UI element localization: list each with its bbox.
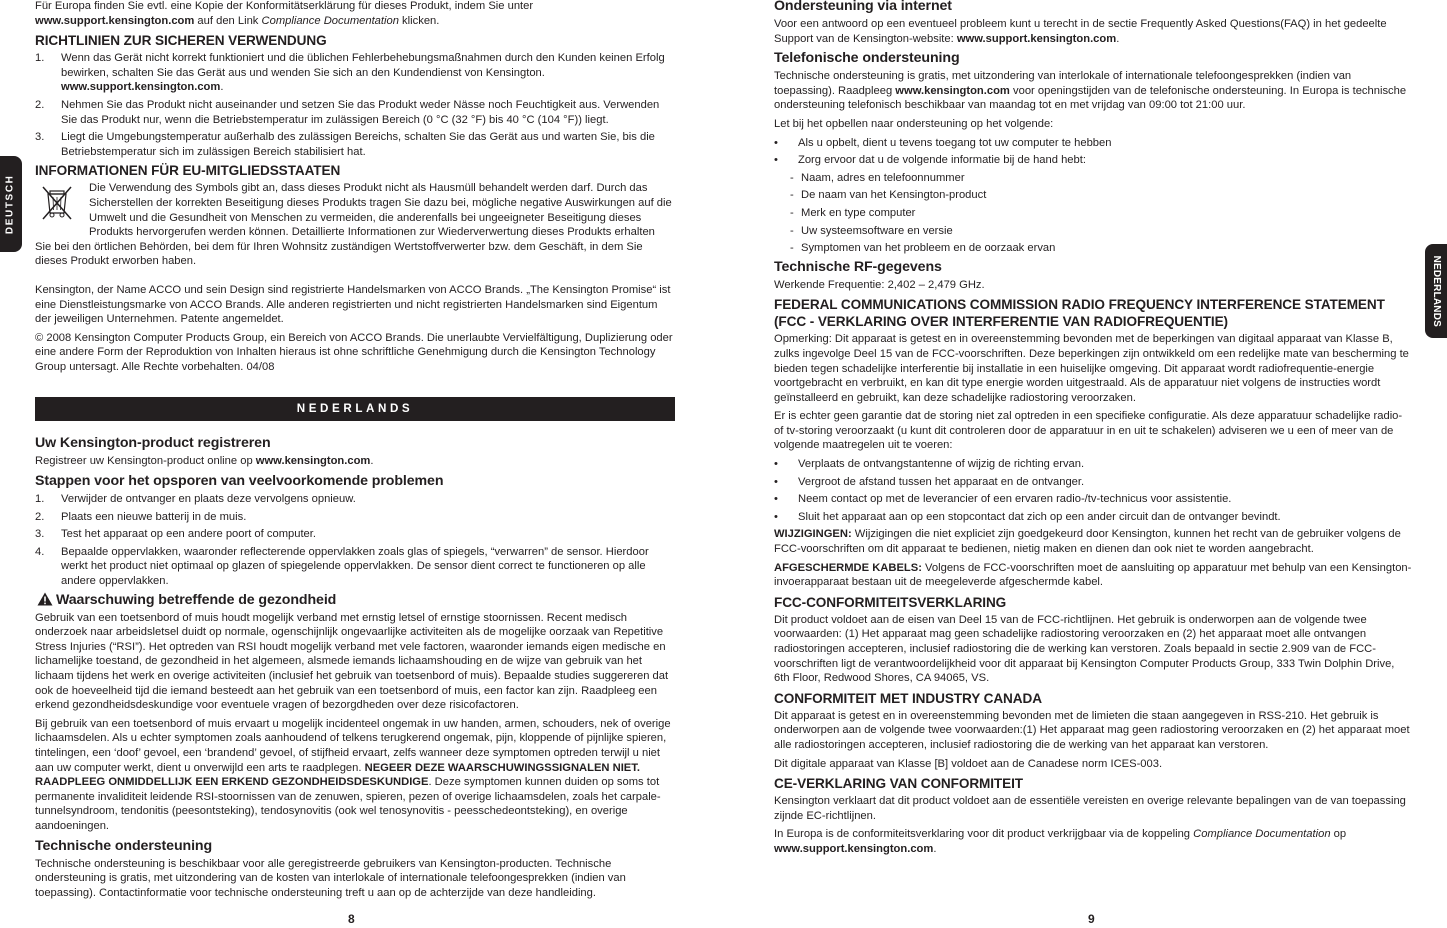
list-item: - De naam van het Kensington-product (790, 189, 987, 202)
safety-heading: RICHTLINIEN ZUR SICHEREN VERWENDUNG (35, 33, 327, 49)
list-item: - Merk en type computer (790, 206, 916, 219)
crossed-bin-icon (37, 183, 77, 221)
internet-support-heading: Ondersteuning via internet (774, 0, 952, 14)
page-number-left: 8 (348, 912, 355, 926)
list-item: • Als u opbelt, dient u tevens toegang tot uw computer te hebben (774, 136, 1112, 149)
list-item: • Neem contact op met de leverancier of een ervaren radio-/tv-technicus voor assistentie. (774, 493, 1232, 506)
tech-support-heading: Technische ondersteuning (35, 837, 213, 854)
troubleshooting-list (35, 492, 675, 589)
eu-heading: INFORMATIONEN FÜR EU-MITGLIEDSSTAATEN (35, 163, 341, 179)
ce-text-1: Kensington verklaart dat dit product voldoet aan de essentiële vereisten en overige relevante bepalingen van de van toepassing zijnde EC-richtlijnen. (774, 795, 1406, 822)
list-item: 2. Plaats een nieuwe batterij in de muis. (35, 510, 247, 523)
eu-text-rest: Sie bei den örtlichen Behörden, bei dem für Ihren Wohnsitz zuständigen Wertstoffverwerter bzw. dem Geschäft, in dem Sie dieses Produkt erworben haben. (35, 240, 643, 268)
list-item: • Verplaats de ontvangstantenne of wijzig de richting ervan. (774, 458, 1085, 471)
rf-heading: Technische RF-gegevens (774, 258, 942, 275)
copyright-text: © 2008 Kensington Computer Products Group, ein Bereich von ACCO Brands. Die unerlaubte Vervielfältigung, Duplizierung oder eine andere Form der Reproduktion von Inhalten hieraus ist ohne schriftliche Genehmigung durch die Kensington Technology Group untersagt. Alle Rechte vorbehalten. 04/08 (35, 331, 673, 373)
phone-support-text: Technische ondersteuning is gratis, met uitzondering van interlokale of internationale telefoongesprekken (indien van toepassing). Raadpleeg www.kensington.com voor openingstijden van de telefonische ondersteuning. In Europa is technische ondersteuning telefonisch beschikbaar van maandag tot en met vrijdag van 09:00 tot 21:00 uur. (774, 70, 1407, 112)
right-page (774, 0, 1412, 861)
eu-text: Die Verwendung des Symbols gibt an, dass dieses Produkt nicht als Hausmüll behandelt werden darf. Durch das Sicherstellen der korrekten Beseitigung dieses Produkts tragen Sie dazu bei, mögliche negative Auswirkungen auf die Umwelt und die Gesundheit von Menschen zu vermeiden, die anderenfalls bei ungeeigneter Beseitigung dieses Produkts hervorgerufen werden können. Detaillierte Informationen zur Wiederverwertung dieses Produkts erhalten (89, 182, 672, 239)
list-item: 1. Verwijder de ontvanger en plaats deze vervolgens opnieuw. (35, 493, 356, 506)
section-banner: NEDERLANDS (35, 397, 675, 421)
language-tab-nederlands: NEDERLANDS (1425, 244, 1447, 338)
list-item: 4. Bepaalde oppervlakken, waaronder reflecterende oppervlakken zoals glas of spiegels, “verwarren” de sensor. Hierdoor werkt het product niet optimaal op glazen of spiegelende oppervlakken. De sensor dient correct te functioneren op alle andere oppervlakken. (35, 545, 649, 588)
fcc-text-2: Er is echter geen garantie dat de storing niet zal optreden in een specifieke configuratie. Als deze apparatuur schadelijke radio- of tv-storing veroorzaakt (u kunt dit controleren door de apparatuur in en uit te schakelen) adviseren we u een of meer van de volgende maatregelen uit te voeren: (774, 410, 1403, 452)
health-text-1: Gebruik van een toetsenbord of muis houdt mogelijk verband met ernstig letsel of ernstige stoornissen. Recent medisch onderzoek naar arbeidsletsel duidt op normale, ogenschijnlijk ongevaarlijke activiteiten als de mogelijke oorzaak van Repetitive Stress Injuries (“RSI”). Het optreden van RSI houdt mogelijk verband met vele factoren, waaronder iemands eigen medische en lichamelijke toestand, de gezondheid in het algemeen, alsmede iemands lichaamshouding en de wijze van gebruik van het lichaam tijdens het werk en overige activiteiten (inclusief het gebruik van toetsenbord of muis). Bepaalde studies suggereren dat ook de hoeveelheid tijd die iemand besteedt aan het gebruik van een toetsenbord of muis, een factor kan zijn. Raadpleeg een erkend gezondheidsdeskundige voor eventuele vragen of bezorgdheden over deze risicofactoren. (35, 611, 669, 712)
fcc-conformity-heading: FCC-CONFORMITEITSVERKLARING (774, 594, 1007, 610)
tech-support-text: Technische ondersteuning is beschikbaar voor alle geregistreerde gebruikers van Kensington-producten. Technische ondersteuning is gratis, met uitzondering van de kosten van interlokale of internationale telefoongesprekken (indien van toepassing). Contactinformatie voor technische ondersteuning treft u aan op de achterzijde van deze handleiding. (35, 857, 626, 899)
list-item: • Vergroot de afstand tussen het apparaat en de ontvanger. (774, 475, 1085, 488)
phone-support-heading: Telefonische ondersteuning (774, 50, 960, 67)
phone-support-note: Let bij het opbellen naar ondersteuning op het volgende: (774, 117, 1054, 130)
list-item: - Symptomen van het probleem en de oorzaak ervan (790, 242, 1056, 255)
page-number-right: 9 (1088, 912, 1095, 926)
health-text-2: Bij gebruik van een toetsenbord of muis ervaart u mogelijk incidenteel ongemak in uw handen, armen, schouders, nek of overige lichaamsdelen. Als u echter symptomen zoals aanhoudend of telkens terugkerend ongemak, pijn, kloppende of pijnlijke spieren, tintelingen, een ‘doof’ gevoel, een ‘brandend’ gevoel, of stijfheid ervaart, zelfs wanneer deze symptomen optreden terwijl u niet aan uw computer werkt, dient u onverwijld een arts te raadplegen. NEGEER DEZE WAARSCHUWINGSSIGNALEN NIET. RAADPLEEG ONMIDDELLIJK EEN ERKEND GEZONDHEIDSDESKUNDIGE. Deze symptomen kunnen duiden op soms tot permanente invaliditeit leidende RSI-stoornissen van de zenuwen, spieren, pezen of overige lichaamsdelen, zoals het carpale-tunnelsyndroom, tendonitis (peesontsteking), tendosynovitis (ook wel tenosynovitis - peesschedeontsteking), en overige aandoeningen. (35, 717, 671, 832)
warning-icon (37, 592, 53, 606)
changes-text: WIJZIGINGEN: Wijzigingen die niet expliciet zijn goedgekeurd door Kensington, kunnen het recht van de gebruiker volgens de FCC-voorschriften om dit apparaat te bedienen, nietig maken en dienen dan ook niet te worden aangebracht. (774, 528, 1401, 556)
phone-support-list (774, 136, 1412, 168)
fcc-heading: FEDERAL COMMUNICATIONS COMMISSION RADIO FREQUENCY INTERFERENCE STATEMENT (FCC - VERKLARING OVER INTERFERENTIE VAN RADIOFREQUENTIE) (774, 297, 1385, 330)
industry-canada-heading: CONFORMITEIT MET INDUSTRY CANADA (774, 690, 1042, 706)
list-item: - Uw systeemsoftware en versie (790, 224, 953, 237)
internet-support-text: Voor een antwoord op een eventueel probleem kunt u terecht in de sectie Frequently Asked Questions(FAQ) in het gedeelte Support van de Kensington-website: www.support.kensington.com. (774, 18, 1387, 45)
fcc-text-1: Opmerking: Dit apparaat is getest en in overeenstemming bevonden met de beperkingen van digitaal apparaat van Klasse B, zulks ingevolge Deel 15 van de FCC-voorschriften. Deze beperkingen zijn ontwikkeld om een redelijke mate van bescherming te bieden tegen schadelijke interferentie bij installatie in een huiselijke omgeving. Dit apparaat wordt radiofrequentie-energie voortgebracht en verbruikt, en kan dit type energie worden uitgestraald. Als de apparatuur niet volgens de instructies wordt geïnstalleerd en gebruikt, kan deze schadelijke radiostoring veroorzaken. (774, 333, 1409, 404)
required-info-list (774, 171, 1412, 256)
list-item: - Naam, adres en telefoonnummer (790, 171, 965, 184)
trademark-text: Kensington, der Name ACCO und sein Design sind registrierte Handelsmarken von ACCO Brands. „The Kensington Promise“ ist eine Dienstleistungsmarke von ACCO Brands. Alle anderen registrierten und nicht registrierten Handelsmarken sind Eigentum der jeweiligen Unternehmen. Patente angemeldet. (35, 283, 671, 326)
health-warning-heading: Waarschuwing betreffende de gezondheid (35, 592, 675, 609)
fcc-conformity-text: Dit product voldoet aan de eisen van Deel 15 van de FCC-richtlijnen. Het gebruik is onderworpen aan de volgende twee voorwaarden: (1) Het apparaat mag geen schadelijke radiostoring veroorzaken en (2) het apparaat moet alle ontvangen radiostoringen accepteren, inclusief radiostoring die de werking kan verstoren. Zoals bepaald in sectie 2.909 van de FCC-voorschriften ligt de verantwoordelijkheid voor dit apparaat bij Kensington Computer Products Group, 333 Twin Dolphin Drive, 6th Floor, Redwood Shores, CA 94065, VS. (774, 613, 1395, 685)
list-item: • Sluit het apparaat aan op een stopcontact dat zich op een ander circuit dan de ontvanger bevindt. (774, 510, 1281, 523)
list-item: 3. Liegt die Umgebungstemperatur außerhalb des zulässigen Bereichs, schalten Sie das Gerät aus und warten Sie, bis die Betriebstemperatur sich im zulässigen Bereich stabilisiert hat. (35, 131, 655, 158)
cables-text: AFGESCHERMDE KABELS: Volgens de FCC-voorschriften moet de aansluiting op apparatuur met behulp van een Kensington-invoerapparaat bestaan uit de meegeleverde afgeschermde kabel. (774, 561, 1412, 589)
language-tab-deutsch: DEUTSCH (0, 156, 22, 252)
industry-canada-text-2: Dit digitale apparaat van Klasse [B] voldoet aan de Canadese norm ICES-003. (774, 757, 1163, 770)
list-item: 3. Test het apparaat op een andere poort of computer. (35, 528, 316, 541)
list-item: 2. Nehmen Sie das Produkt nicht auseinander und setzen Sie das Produkt weder Nässe noch Feuchtigkeit aus. Verwenden Sie das Produkt nur, wenn die Betriebstemperatur im zulässigen Bereich (0 °C (32 °F) bis 40 °C (104 °F)) liegt. (35, 98, 660, 126)
ce-text-2: In Europa is de conformiteitsverklaring voor dit product verkrijgbaar via de koppeling Compliance Documentation op www.support.kensington.com. (774, 828, 1347, 855)
list-item: 1. Wenn das Gerät nicht korrekt funktioniert und die üblichen Fehlerbehebungsmaßnahmen durch den Kunden keinen Erfolg bewirken, schalten Sie das Gerät aus und wenden Sie sich an den Kundendienst von Kensington. www.support.kensington.com. (35, 52, 665, 94)
rf-text: Werkende Frequentie: 2,402 – 2,479 GHz. (774, 278, 985, 291)
left-page (35, 0, 675, 904)
fcc-measures-list (774, 457, 1412, 524)
industry-canada-text-1: Dit apparaat is getest en in overeenstemming bevonden met de limieten die staan aangegeven in RSS-210. Het gebruik is onderworpen aan de volgende twee voorwaarden:(1) Het apparaat mag geen radiostoring veroorzaken en (2) het apparaat moet alle radiostoringen accepteren, inclusief radiostoring die de werking van het apparaat kan verstoren. (774, 709, 1410, 751)
troubleshooting-heading: Stappen voor het opsporen van veelvoorkomende problemen (35, 473, 444, 490)
register-heading: Uw Kensington-product registreren (35, 435, 271, 452)
ce-heading: CE-VERKLARING VAN CONFORMITEIT (774, 776, 1023, 792)
eu-section (35, 181, 675, 239)
list-item: • Zorg ervoor dat u de volgende informatie bij de hand hebt: (774, 154, 1086, 167)
safety-list (35, 51, 675, 159)
intro-text: Für Europa finden Sie evtl. eine Kopie der Konformitätserklärung für dieses Produkt, indem Sie unter www.support.kensington.com auf den Link Compliance Documentation klicken. (35, 0, 534, 27)
register-text: Registreer uw Kensington-product online op www.kensington.com. (35, 455, 374, 468)
